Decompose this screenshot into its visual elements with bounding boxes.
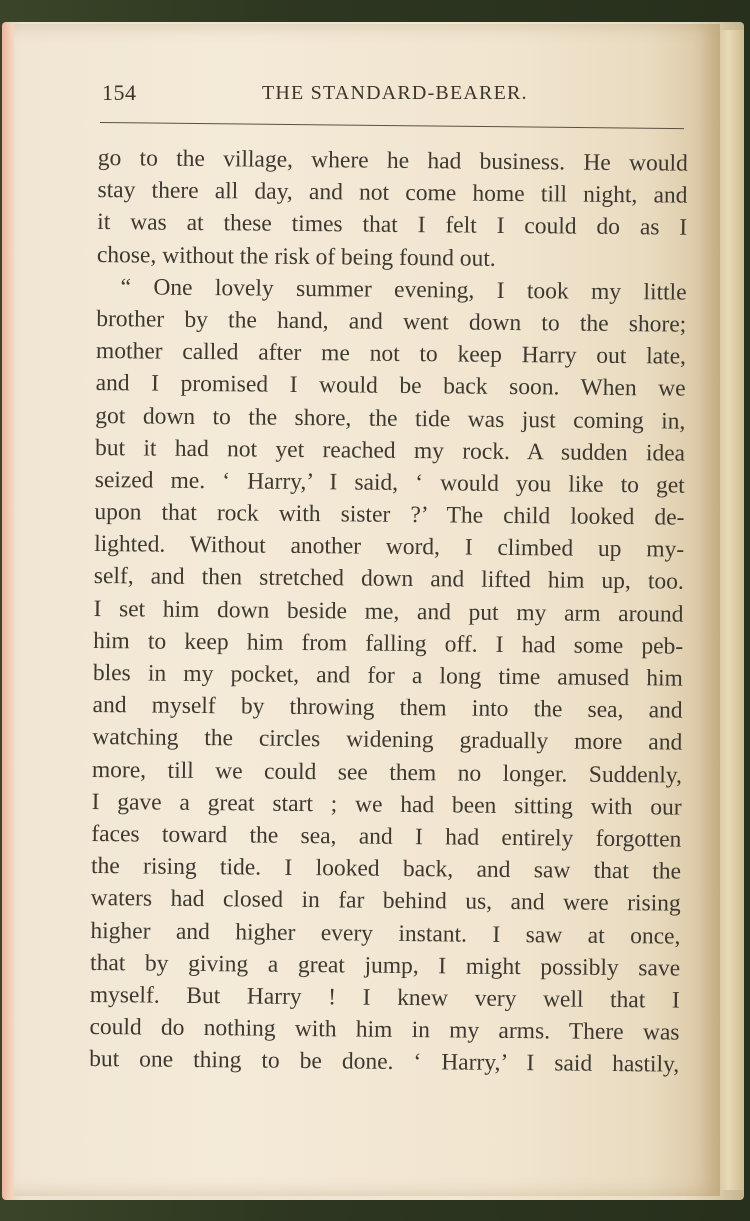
text-line: waters had closed in far behind us, and were rising <box>90 885 681 917</box>
text-line: “ One lovely summer evening, I took my little <box>120 273 687 306</box>
text-line: higher and higher every instant. I saw at once, <box>90 917 681 950</box>
text-line: but one thing to be done. ‘ Harry,’ I said hastily, <box>89 1046 680 1078</box>
text-line: bles in my pocket, and for a long time amused him <box>92 659 684 692</box>
text-line: got down to the shore, the tide was just coming in, <box>95 402 686 435</box>
facing-page-edge <box>717 30 744 1190</box>
text-line: him to keep him from falling off. I had some peb- <box>93 627 684 660</box>
text-line: that by giving a great jump, I might possibly save <box>89 949 681 982</box>
text-line: faces toward the sea, and I had entirely forgotten <box>91 820 682 853</box>
text-line: but it had not yet reached my rock. A sudden idea <box>94 434 686 467</box>
page-number: 154 <box>102 80 137 105</box>
text-line: seized me. ‘ Harry,’ I said, ‘ would you like to get <box>94 466 685 499</box>
text-line: and I promised I would be back soon. When we <box>95 370 686 402</box>
text-line: upon that rock with sister ?’ The child looked de- <box>94 499 685 531</box>
text-line: it was at these times that I felt I could do as I <box>97 209 688 242</box>
text-line: could do nothing with him in my arms. There was <box>89 1014 680 1046</box>
header-rule <box>100 122 684 129</box>
text-line: watching the circles widening gradually more and <box>92 724 683 757</box>
text-line: self, and then stretched down and lifted him up, too. <box>93 563 684 596</box>
text-line: and myself by throwing them into the sea, and <box>92 692 683 724</box>
text-line: the rising tide. I looked back, and saw that the <box>90 853 682 885</box>
text-line: stay there all day, and not come home till night, and <box>97 177 688 209</box>
text-line: I set him down beside me, and put my arm around <box>93 595 684 628</box>
book-page <box>14 24 720 1196</box>
text-line: more, till we could see them no longer. Suddenly, <box>91 756 683 789</box>
body-text <box>89 142 688 1081</box>
text-line: I gave a great start ; we had been sitting with our <box>91 788 682 821</box>
text-line: go to the village, where he had business. He would <box>97 144 688 177</box>
text-line: mother called after me not to keep Harry out late, <box>95 338 687 370</box>
text-line: chose, without the risk of being found out. <box>96 241 496 272</box>
text-line: brother by the hand, and went down to the shore; <box>96 305 687 338</box>
text-line: lighted. Without another word, I climbed up my- <box>94 531 685 563</box>
running-head: THE STANDARD-BEARER. <box>262 82 528 104</box>
text-line: myself. But Harry ! I knew very well that I <box>89 981 680 1014</box>
